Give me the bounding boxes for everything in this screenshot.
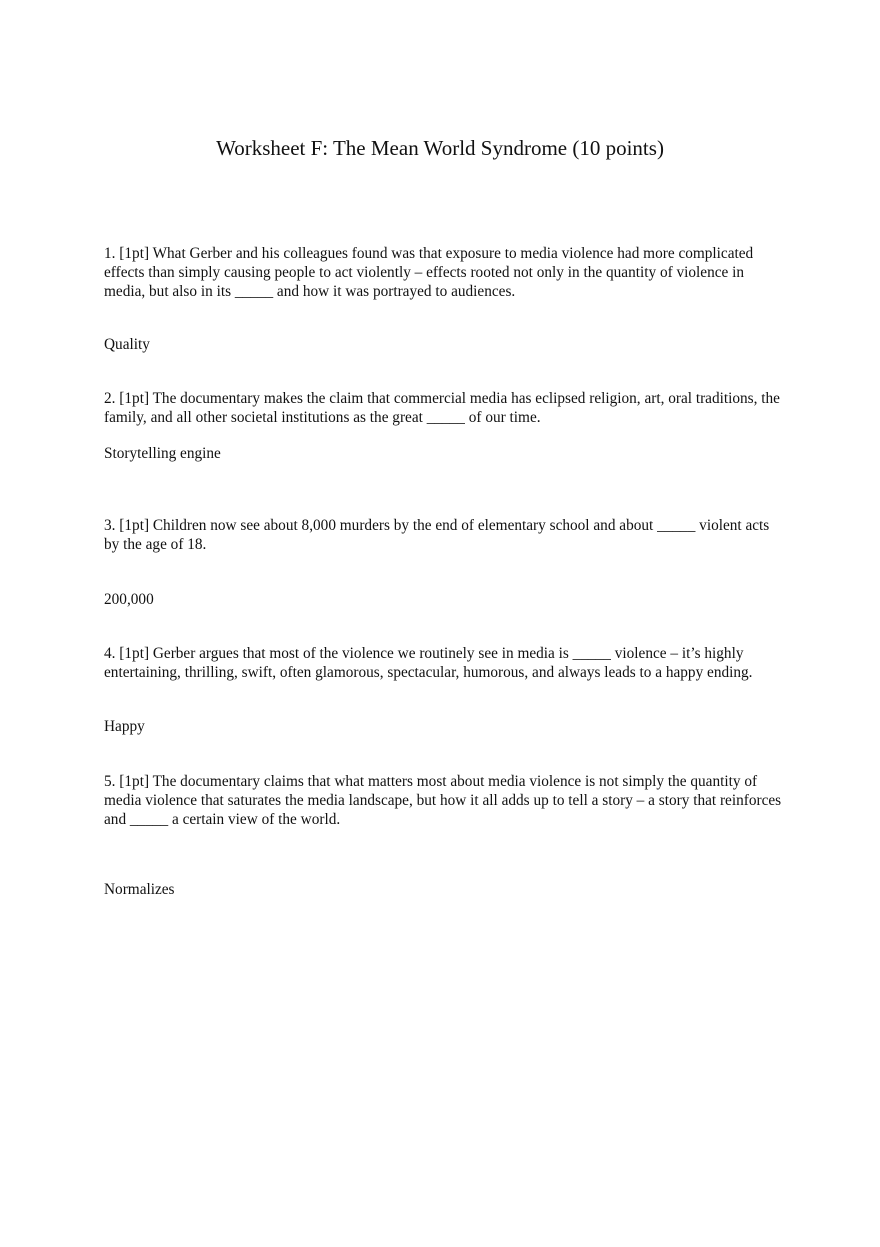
question-4: 4. [1pt] Gerber argues that most of the violence we routinely see in media is _____ violence – it’s highly entertaining, thrilling, swift, often glamorous, spectacular, humorous, and always leads to a happy ending. (104, 645, 753, 681)
answer-4: Happy (104, 718, 145, 735)
question-3: 3. [1pt] Children now see about 8,000 murders by the end of elementary school and about _____ violent acts by the age of 18. (104, 517, 770, 553)
answer-1: Quality (104, 336, 150, 353)
answer-5: Normalizes (104, 881, 175, 898)
answer-2: Storytelling engine (104, 445, 221, 462)
question-5: 5. [1pt] The documentary claims that what matters most about media violence is not simply the quantity of media violence that saturates the media landscape, but how it all adds up to tell a story – a story that reinforces and _____ a certain view of the world. (104, 773, 782, 828)
question-1: 1. [1pt] What Gerber and his colleagues found was that exposure to media violence had more complicated effects than simply causing people to act violently – effects rooted not only in the quantity of violence in media, but also in its _____ and how it was portrayed to audiences. (104, 245, 754, 300)
answer-3: 200,000 (104, 591, 154, 608)
question-2: 2. [1pt] The documentary makes the claim that commercial media has eclipsed religion, art, oral traditions, the family, and all other societal institutions as the great _____ of our time. (104, 390, 780, 426)
page-title: Worksheet F: The Mean World Syndrome (10 points) (216, 136, 664, 160)
